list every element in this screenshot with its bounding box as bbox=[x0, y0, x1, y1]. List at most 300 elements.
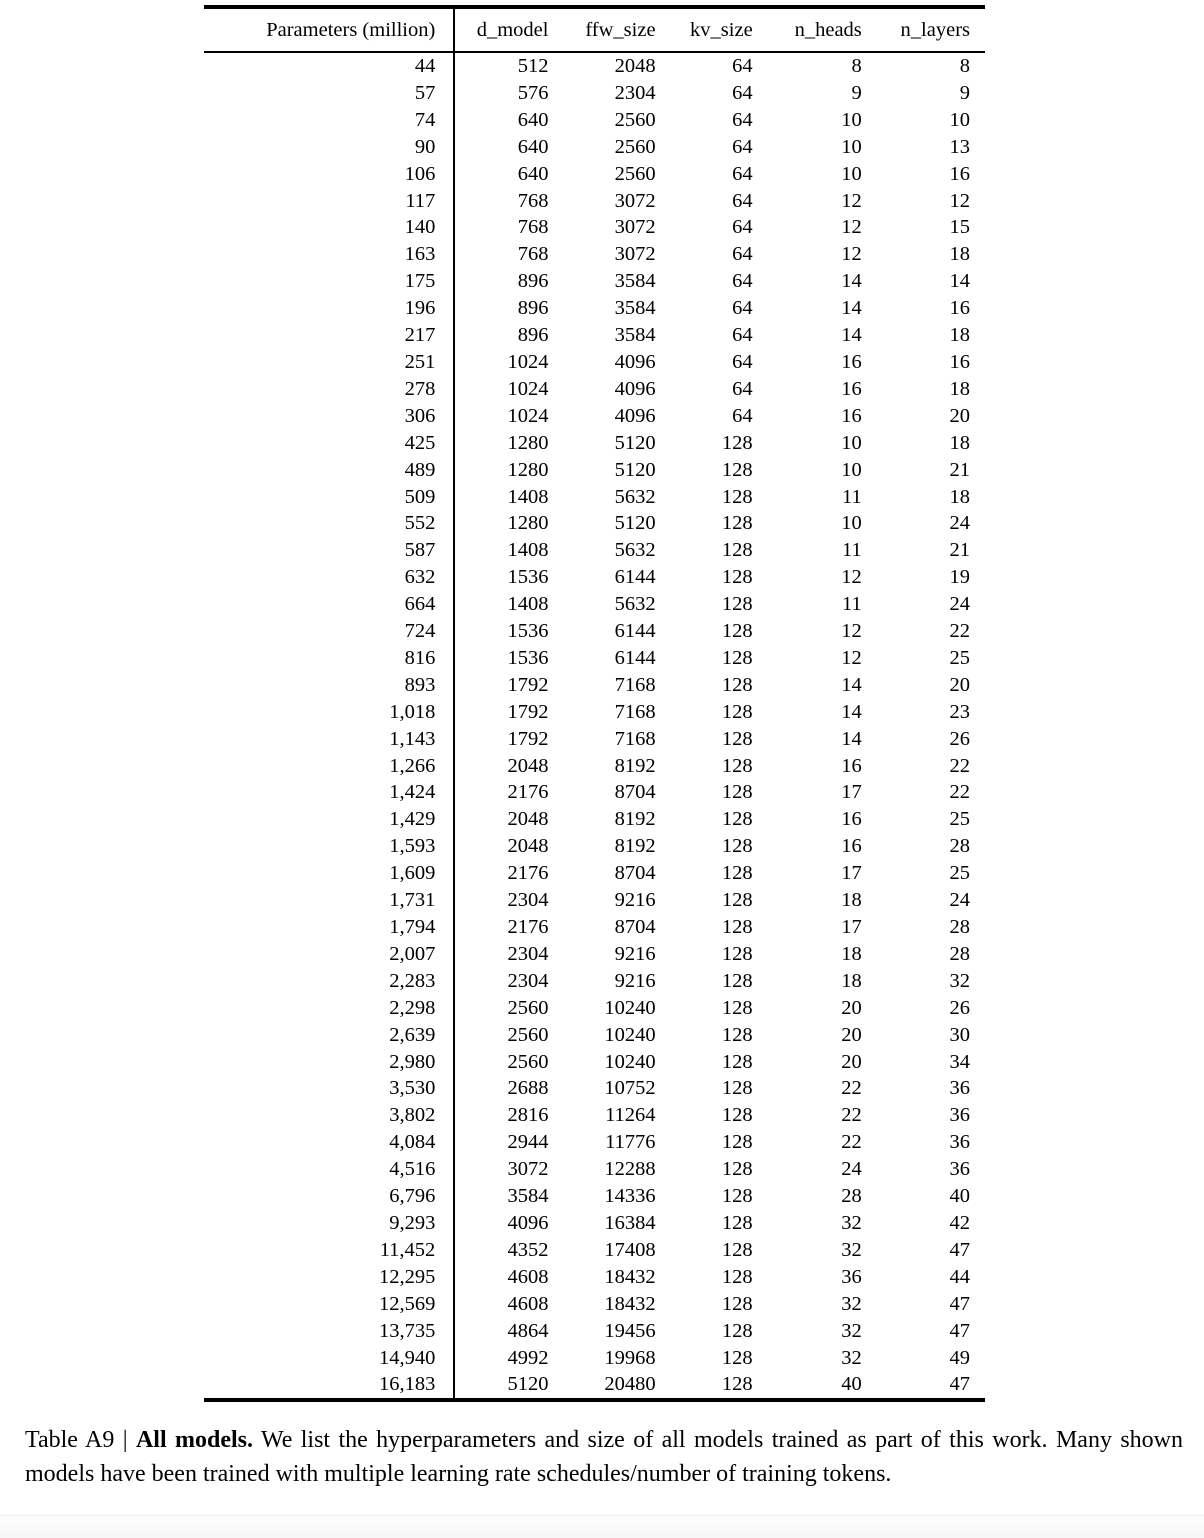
table-cell: 278 bbox=[404, 377, 436, 400]
table-cell: 24 bbox=[949, 512, 970, 535]
table-cell: 16 bbox=[841, 808, 862, 831]
table-cell: 217 bbox=[404, 324, 436, 347]
table-cell: 5632 bbox=[614, 593, 656, 616]
table-cell: 2688 bbox=[454, 1075, 559, 1102]
table-cell: 1024 bbox=[454, 376, 559, 403]
table-cell: 2048 bbox=[454, 753, 559, 780]
table-cell: 20 bbox=[949, 404, 970, 427]
table-cell: 1,794 bbox=[389, 916, 436, 938]
table-cell: 8704 bbox=[614, 781, 656, 804]
table-cell: 664 bbox=[404, 593, 436, 616]
table-cell: 1280 bbox=[454, 510, 559, 537]
table-cell: 587 bbox=[404, 539, 436, 562]
hyperparameters-table bbox=[204, 5, 985, 1402]
col-header-parameters: Parameters (million) bbox=[204, 7, 454, 52]
table-row bbox=[204, 995, 985, 1022]
table-cell: 36 bbox=[949, 1158, 970, 1181]
table-row bbox=[204, 914, 985, 941]
table-cell: 14 bbox=[841, 297, 862, 320]
table-cell: 14336 bbox=[604, 1185, 656, 1208]
table-cell: 1408 bbox=[454, 484, 559, 511]
table-cell: 3584 bbox=[614, 297, 656, 320]
table-cell: 14 bbox=[841, 270, 862, 293]
table-body bbox=[204, 52, 985, 1400]
table-cell: 1280 bbox=[454, 430, 559, 457]
table-header bbox=[204, 7, 985, 52]
table-cell: 128 bbox=[721, 593, 753, 616]
table-cell: 47 bbox=[949, 1319, 970, 1342]
table-cell: 4864 bbox=[454, 1318, 559, 1345]
table-cell: 16 bbox=[841, 350, 862, 373]
table-cell: 9216 bbox=[614, 969, 656, 992]
table-row bbox=[204, 1345, 985, 1372]
table-cell: 1536 bbox=[454, 564, 559, 591]
table-row bbox=[204, 1183, 985, 1210]
caption-title: All models. bbox=[135, 1427, 253, 1453]
table-cell: 32 bbox=[949, 969, 970, 992]
col-header-d-model: d_model bbox=[454, 7, 559, 52]
table-cell: 3072 bbox=[614, 189, 656, 212]
table-cell: 12 bbox=[841, 243, 862, 266]
table-cell: 128 bbox=[721, 700, 753, 723]
table-cell: 2560 bbox=[454, 995, 559, 1022]
table-cell: 2176 bbox=[454, 779, 559, 806]
table-cell: 6144 bbox=[614, 566, 656, 589]
table-row bbox=[204, 1291, 985, 1318]
table-cell: 128 bbox=[721, 969, 753, 992]
table-cell: 14,940 bbox=[378, 1346, 436, 1369]
table-cell: 896 bbox=[454, 268, 559, 295]
table-cell: 128 bbox=[721, 620, 753, 643]
table-cell: 20 bbox=[841, 996, 862, 1019]
table-cell: 4992 bbox=[454, 1345, 559, 1372]
table-cell: 632 bbox=[404, 566, 436, 589]
table-cell: 8192 bbox=[614, 835, 656, 858]
table-cell: 128 bbox=[721, 808, 753, 831]
table-cell: 128 bbox=[721, 1238, 753, 1261]
table-cell: 14 bbox=[841, 727, 862, 750]
table-cell: 163 bbox=[404, 243, 436, 266]
table-cell: 6144 bbox=[614, 620, 656, 643]
table-row bbox=[204, 241, 985, 268]
table-cell: 2560 bbox=[614, 162, 656, 185]
table-cell: 2944 bbox=[454, 1129, 559, 1156]
table-cell: 128 bbox=[721, 1023, 753, 1046]
table-cell: 10 bbox=[841, 458, 862, 481]
table-cell: 42 bbox=[949, 1211, 970, 1234]
table-cell: 24 bbox=[949, 889, 970, 912]
table-cell: 14 bbox=[949, 270, 970, 293]
table-row bbox=[204, 860, 985, 887]
table-cell: 11776 bbox=[605, 1131, 656, 1154]
table-cell: 3072 bbox=[614, 216, 656, 239]
table-cell: 10 bbox=[841, 162, 862, 185]
table-cell: 1024 bbox=[454, 349, 559, 376]
table-cell: 20480 bbox=[604, 1373, 656, 1396]
table-cell: 7168 bbox=[614, 700, 656, 723]
table-cell: 12,569 bbox=[378, 1292, 436, 1315]
table-row bbox=[204, 1264, 985, 1291]
table-cell: 2,283 bbox=[389, 969, 436, 992]
table-row bbox=[204, 134, 985, 161]
table-cell: 4,084 bbox=[389, 1131, 436, 1154]
table-cell: 2048 bbox=[454, 833, 559, 860]
table-cell: 128 bbox=[721, 539, 753, 562]
table-cell: 1,731 bbox=[389, 889, 436, 912]
table-cell: 17 bbox=[841, 862, 862, 885]
table-cell: 64 bbox=[732, 55, 753, 77]
table-cell: 128 bbox=[721, 458, 753, 481]
table-cell: 128 bbox=[721, 1319, 753, 1342]
table-cell: 28 bbox=[949, 835, 970, 858]
table-cell: 1,429 bbox=[389, 808, 436, 831]
table-cell: 22 bbox=[841, 1131, 862, 1154]
table-cell: 25 bbox=[949, 646, 970, 669]
table-cell: 128 bbox=[721, 646, 753, 669]
table-cell: 10 bbox=[841, 108, 862, 131]
table-cell: 2,007 bbox=[389, 942, 436, 965]
table-cell: 4608 bbox=[454, 1291, 559, 1318]
table-cell: 16 bbox=[949, 350, 970, 373]
col-header-ffw-size: ffw_size bbox=[559, 7, 666, 52]
table-row bbox=[204, 457, 985, 484]
table-cell: 4608 bbox=[454, 1264, 559, 1291]
table-row bbox=[204, 968, 985, 995]
table-cell: 2048 bbox=[454, 806, 559, 833]
table-row bbox=[204, 1075, 985, 1102]
table-row bbox=[204, 1102, 985, 1129]
table-cell: 4,516 bbox=[389, 1158, 436, 1181]
table-cell: 2304 bbox=[454, 968, 559, 995]
table-cell: 552 bbox=[404, 512, 436, 535]
table-cell: 64 bbox=[732, 81, 753, 104]
table-cell: 128 bbox=[721, 1373, 753, 1396]
table-cell: 9 bbox=[959, 81, 970, 104]
table-cell: 896 bbox=[454, 295, 559, 322]
table-cell: 28 bbox=[949, 942, 970, 965]
table-cell: 11 bbox=[842, 593, 862, 616]
table-cell: 106 bbox=[404, 162, 436, 185]
table-cell: 306 bbox=[404, 404, 436, 427]
table-cell: 128 bbox=[721, 1292, 753, 1315]
table-cell: 16 bbox=[841, 404, 862, 427]
table-cell: 5632 bbox=[614, 485, 656, 508]
table-cell: 16 bbox=[949, 297, 970, 320]
table-cell: 22 bbox=[949, 620, 970, 643]
table-cell: 8192 bbox=[614, 808, 656, 831]
table-row bbox=[204, 1210, 985, 1237]
table-cell: 30 bbox=[949, 1023, 970, 1046]
table-cell: 26 bbox=[949, 727, 970, 750]
table-row bbox=[204, 430, 985, 457]
table-cell: 128 bbox=[721, 942, 753, 965]
table-cell: 49 bbox=[949, 1346, 970, 1369]
table-cell: 128 bbox=[721, 1158, 753, 1181]
table-cell: 32 bbox=[841, 1346, 862, 1369]
table-cell: 196 bbox=[404, 297, 436, 320]
table-cell: 22 bbox=[949, 781, 970, 804]
table-cell: 1,593 bbox=[389, 835, 436, 858]
table-cell: 64 bbox=[732, 324, 753, 347]
table-cell: 10 bbox=[841, 431, 862, 454]
table-row bbox=[204, 806, 985, 833]
table-cell: 1536 bbox=[454, 618, 559, 645]
table-cell: 18432 bbox=[604, 1292, 656, 1315]
table-row bbox=[204, 564, 985, 591]
table-cell: 20 bbox=[949, 673, 970, 696]
table-cell: 128 bbox=[721, 862, 753, 885]
table-cell: 6144 bbox=[614, 646, 656, 669]
table-cell: 3072 bbox=[454, 1156, 559, 1183]
table-cell: 2,639 bbox=[389, 1023, 436, 1046]
table-cell: 640 bbox=[454, 134, 559, 161]
table-cell: 25 bbox=[949, 808, 970, 831]
table-cell: 10 bbox=[949, 108, 970, 131]
table-row bbox=[204, 672, 985, 699]
table-cell: 893 bbox=[404, 673, 436, 696]
table-cell: 8192 bbox=[614, 754, 656, 777]
table-cell: 1536 bbox=[454, 645, 559, 672]
table-cell: 4352 bbox=[454, 1237, 559, 1264]
table-cell: 128 bbox=[721, 781, 753, 804]
table-cell: 18 bbox=[841, 942, 862, 965]
table-cell: 724 bbox=[404, 620, 436, 643]
table-cell: 5120 bbox=[454, 1371, 559, 1400]
table-cell: 128 bbox=[721, 996, 753, 1019]
table-cell: 74 bbox=[414, 108, 436, 131]
table-cell: 128 bbox=[721, 1265, 753, 1288]
table-cell: 64 bbox=[732, 216, 753, 239]
table-cell: 1,424 bbox=[389, 781, 436, 804]
table-row bbox=[204, 52, 985, 80]
table-cell: 128 bbox=[721, 1346, 753, 1369]
caption-label: Table A9 | bbox=[25, 1427, 128, 1453]
table-cell: 175 bbox=[404, 270, 436, 293]
table-caption bbox=[25, 1424, 1183, 1491]
table-cell: 9 bbox=[851, 81, 862, 104]
table-row bbox=[204, 403, 985, 430]
table-cell: 19968 bbox=[604, 1346, 656, 1369]
table-cell: 64 bbox=[732, 377, 753, 400]
table-cell: 10 bbox=[841, 512, 862, 535]
table-cell: 21 bbox=[949, 458, 970, 481]
table-cell: 10240 bbox=[604, 1023, 656, 1046]
header-row bbox=[204, 7, 985, 52]
table-cell: 44 bbox=[949, 1265, 970, 1288]
table-cell: 128 bbox=[721, 1077, 753, 1100]
table-row bbox=[204, 1049, 985, 1076]
table-row bbox=[204, 161, 985, 188]
table-cell: 22 bbox=[949, 754, 970, 777]
table-cell: 2560 bbox=[454, 1049, 559, 1076]
table-cell: 11 bbox=[842, 539, 862, 562]
table-cell: 128 bbox=[721, 754, 753, 777]
table-cell: 18 bbox=[949, 377, 970, 400]
table-cell: 2,980 bbox=[389, 1050, 436, 1073]
table-cell: 816 bbox=[404, 646, 436, 669]
table-cell: 20 bbox=[841, 1050, 862, 1073]
table-cell: 5120 bbox=[614, 458, 656, 481]
table-row bbox=[204, 322, 985, 349]
table-cell: 512 bbox=[454, 52, 559, 80]
table-cell: 1408 bbox=[454, 591, 559, 618]
table-cell: 5120 bbox=[614, 431, 656, 454]
table-cell: 128 bbox=[721, 727, 753, 750]
table-cell: 14 bbox=[841, 700, 862, 723]
table-row bbox=[204, 1129, 985, 1156]
table-cell: 12 bbox=[841, 646, 862, 669]
table-cell: 64 bbox=[732, 350, 753, 373]
table-cell: 768 bbox=[454, 214, 559, 241]
table-cell: 128 bbox=[721, 1131, 753, 1154]
table-cell: 3,530 bbox=[389, 1077, 436, 1100]
table-cell: 425 bbox=[404, 431, 436, 454]
table-cell: 47 bbox=[949, 1292, 970, 1315]
table-cell: 11264 bbox=[605, 1104, 656, 1127]
table-row bbox=[204, 1318, 985, 1345]
table-cell: 3584 bbox=[614, 324, 656, 347]
table-cell: 7168 bbox=[614, 727, 656, 750]
table-cell: 18 bbox=[949, 485, 970, 508]
table-cell: 16 bbox=[841, 754, 862, 777]
table-cell: 28 bbox=[949, 916, 970, 938]
table-cell: 509 bbox=[404, 485, 436, 508]
table-cell: 18432 bbox=[604, 1265, 656, 1288]
table-row bbox=[204, 107, 985, 134]
table-cell: 4096 bbox=[614, 350, 656, 373]
table-cell: 3,802 bbox=[389, 1104, 436, 1127]
table-cell: 12 bbox=[949, 189, 970, 212]
table-cell: 16 bbox=[841, 377, 862, 400]
table-cell: 36 bbox=[949, 1104, 970, 1127]
table-cell: 4096 bbox=[454, 1210, 559, 1237]
table-row bbox=[204, 779, 985, 806]
table-cell: 10 bbox=[841, 135, 862, 158]
table-cell: 640 bbox=[454, 107, 559, 134]
table-cell: 4096 bbox=[614, 377, 656, 400]
table-cell: 64 bbox=[732, 297, 753, 320]
table-cell: 1792 bbox=[454, 699, 559, 726]
table-cell: 3584 bbox=[614, 270, 656, 293]
table-cell: 16 bbox=[841, 835, 862, 858]
table-cell: 16384 bbox=[604, 1211, 656, 1234]
table-cell: 44 bbox=[414, 55, 436, 77]
table-cell: 9216 bbox=[614, 942, 656, 965]
table-cell: 2,298 bbox=[389, 996, 436, 1019]
table-cell: 12 bbox=[841, 620, 862, 643]
table-cell: 1792 bbox=[454, 672, 559, 699]
table-cell: 128 bbox=[721, 1050, 753, 1073]
table-cell: 128 bbox=[721, 1211, 753, 1234]
table-cell: 36 bbox=[949, 1131, 970, 1154]
table-cell: 10240 bbox=[604, 996, 656, 1019]
table-row bbox=[204, 833, 985, 860]
table-cell: 32 bbox=[841, 1319, 862, 1342]
table-cell: 1024 bbox=[454, 403, 559, 430]
table-cell: 117 bbox=[405, 189, 436, 212]
table-cell: 64 bbox=[732, 162, 753, 185]
table-cell: 34 bbox=[949, 1050, 970, 1073]
table-row bbox=[204, 80, 985, 107]
table-cell: 128 bbox=[721, 835, 753, 858]
table-cell: 17 bbox=[841, 781, 862, 804]
bottom-strip bbox=[0, 1515, 1204, 1538]
table-cell: 768 bbox=[454, 188, 559, 215]
table-cell: 5632 bbox=[614, 539, 656, 562]
table-cell: 1280 bbox=[454, 457, 559, 484]
table-cell: 64 bbox=[732, 135, 753, 158]
table-cell: 12,295 bbox=[378, 1265, 436, 1288]
table-cell: 18 bbox=[841, 889, 862, 912]
table-row bbox=[204, 214, 985, 241]
table-cell: 12 bbox=[841, 566, 862, 589]
model-table bbox=[204, 5, 985, 1402]
table-cell: 47 bbox=[949, 1373, 970, 1396]
table-cell: 1,143 bbox=[389, 727, 436, 750]
table-cell: 13 bbox=[949, 135, 970, 158]
table-cell: 64 bbox=[732, 270, 753, 293]
table-cell: 64 bbox=[732, 404, 753, 427]
table-row bbox=[204, 537, 985, 564]
table-cell: 4096 bbox=[614, 404, 656, 427]
table-cell: 32 bbox=[841, 1211, 862, 1234]
table-row bbox=[204, 268, 985, 295]
table-cell: 26 bbox=[949, 996, 970, 1019]
table-cell: 2304 bbox=[614, 81, 656, 104]
table-cell: 17 bbox=[841, 916, 862, 938]
table-row bbox=[204, 510, 985, 537]
table-cell: 57 bbox=[414, 81, 436, 104]
table-cell: 11,452 bbox=[379, 1238, 436, 1261]
table-cell: 90 bbox=[414, 135, 436, 158]
table-cell: 28 bbox=[841, 1185, 862, 1208]
table-row bbox=[204, 1156, 985, 1183]
table-cell: 128 bbox=[721, 673, 753, 696]
table-cell: 10752 bbox=[604, 1077, 656, 1100]
table-cell: 128 bbox=[721, 431, 753, 454]
table-cell: 40 bbox=[949, 1185, 970, 1208]
col-header-kv-size: kv_size bbox=[667, 7, 764, 52]
table-cell: 1,266 bbox=[389, 754, 436, 777]
table-cell: 40 bbox=[841, 1373, 862, 1396]
table-cell: 2560 bbox=[614, 135, 656, 158]
table-cell: 36 bbox=[949, 1077, 970, 1100]
table-cell: 9,293 bbox=[389, 1211, 436, 1234]
caption-text: We list the hyperparameters and size of all models trained as part of this work. Many shown models have been trained with multiple learning rate schedules/number of training tokens. bbox=[25, 1427, 1183, 1487]
table-cell: 17408 bbox=[604, 1238, 656, 1261]
table-cell: 2176 bbox=[454, 914, 559, 941]
col-header-n-heads: n_heads bbox=[764, 7, 873, 52]
table-cell: 32 bbox=[841, 1292, 862, 1315]
table-cell: 24 bbox=[841, 1158, 862, 1181]
table-cell: 47 bbox=[949, 1238, 970, 1261]
table-row bbox=[204, 295, 985, 322]
table-cell: 36 bbox=[841, 1265, 862, 1288]
table-cell: 1792 bbox=[454, 726, 559, 753]
table-cell: 1408 bbox=[454, 537, 559, 564]
table-cell: 22 bbox=[841, 1077, 862, 1100]
table-cell: 11 bbox=[842, 485, 862, 508]
table-cell: 9216 bbox=[614, 889, 656, 912]
table-row bbox=[204, 1022, 985, 1049]
table-cell: 13,735 bbox=[378, 1319, 436, 1342]
table-cell: 128 bbox=[721, 1185, 753, 1208]
table-cell: 18 bbox=[949, 243, 970, 266]
table-cell: 64 bbox=[732, 243, 753, 266]
table-cell: 20 bbox=[841, 1023, 862, 1046]
table-cell: 768 bbox=[454, 241, 559, 268]
table-cell: 140 bbox=[404, 216, 436, 239]
